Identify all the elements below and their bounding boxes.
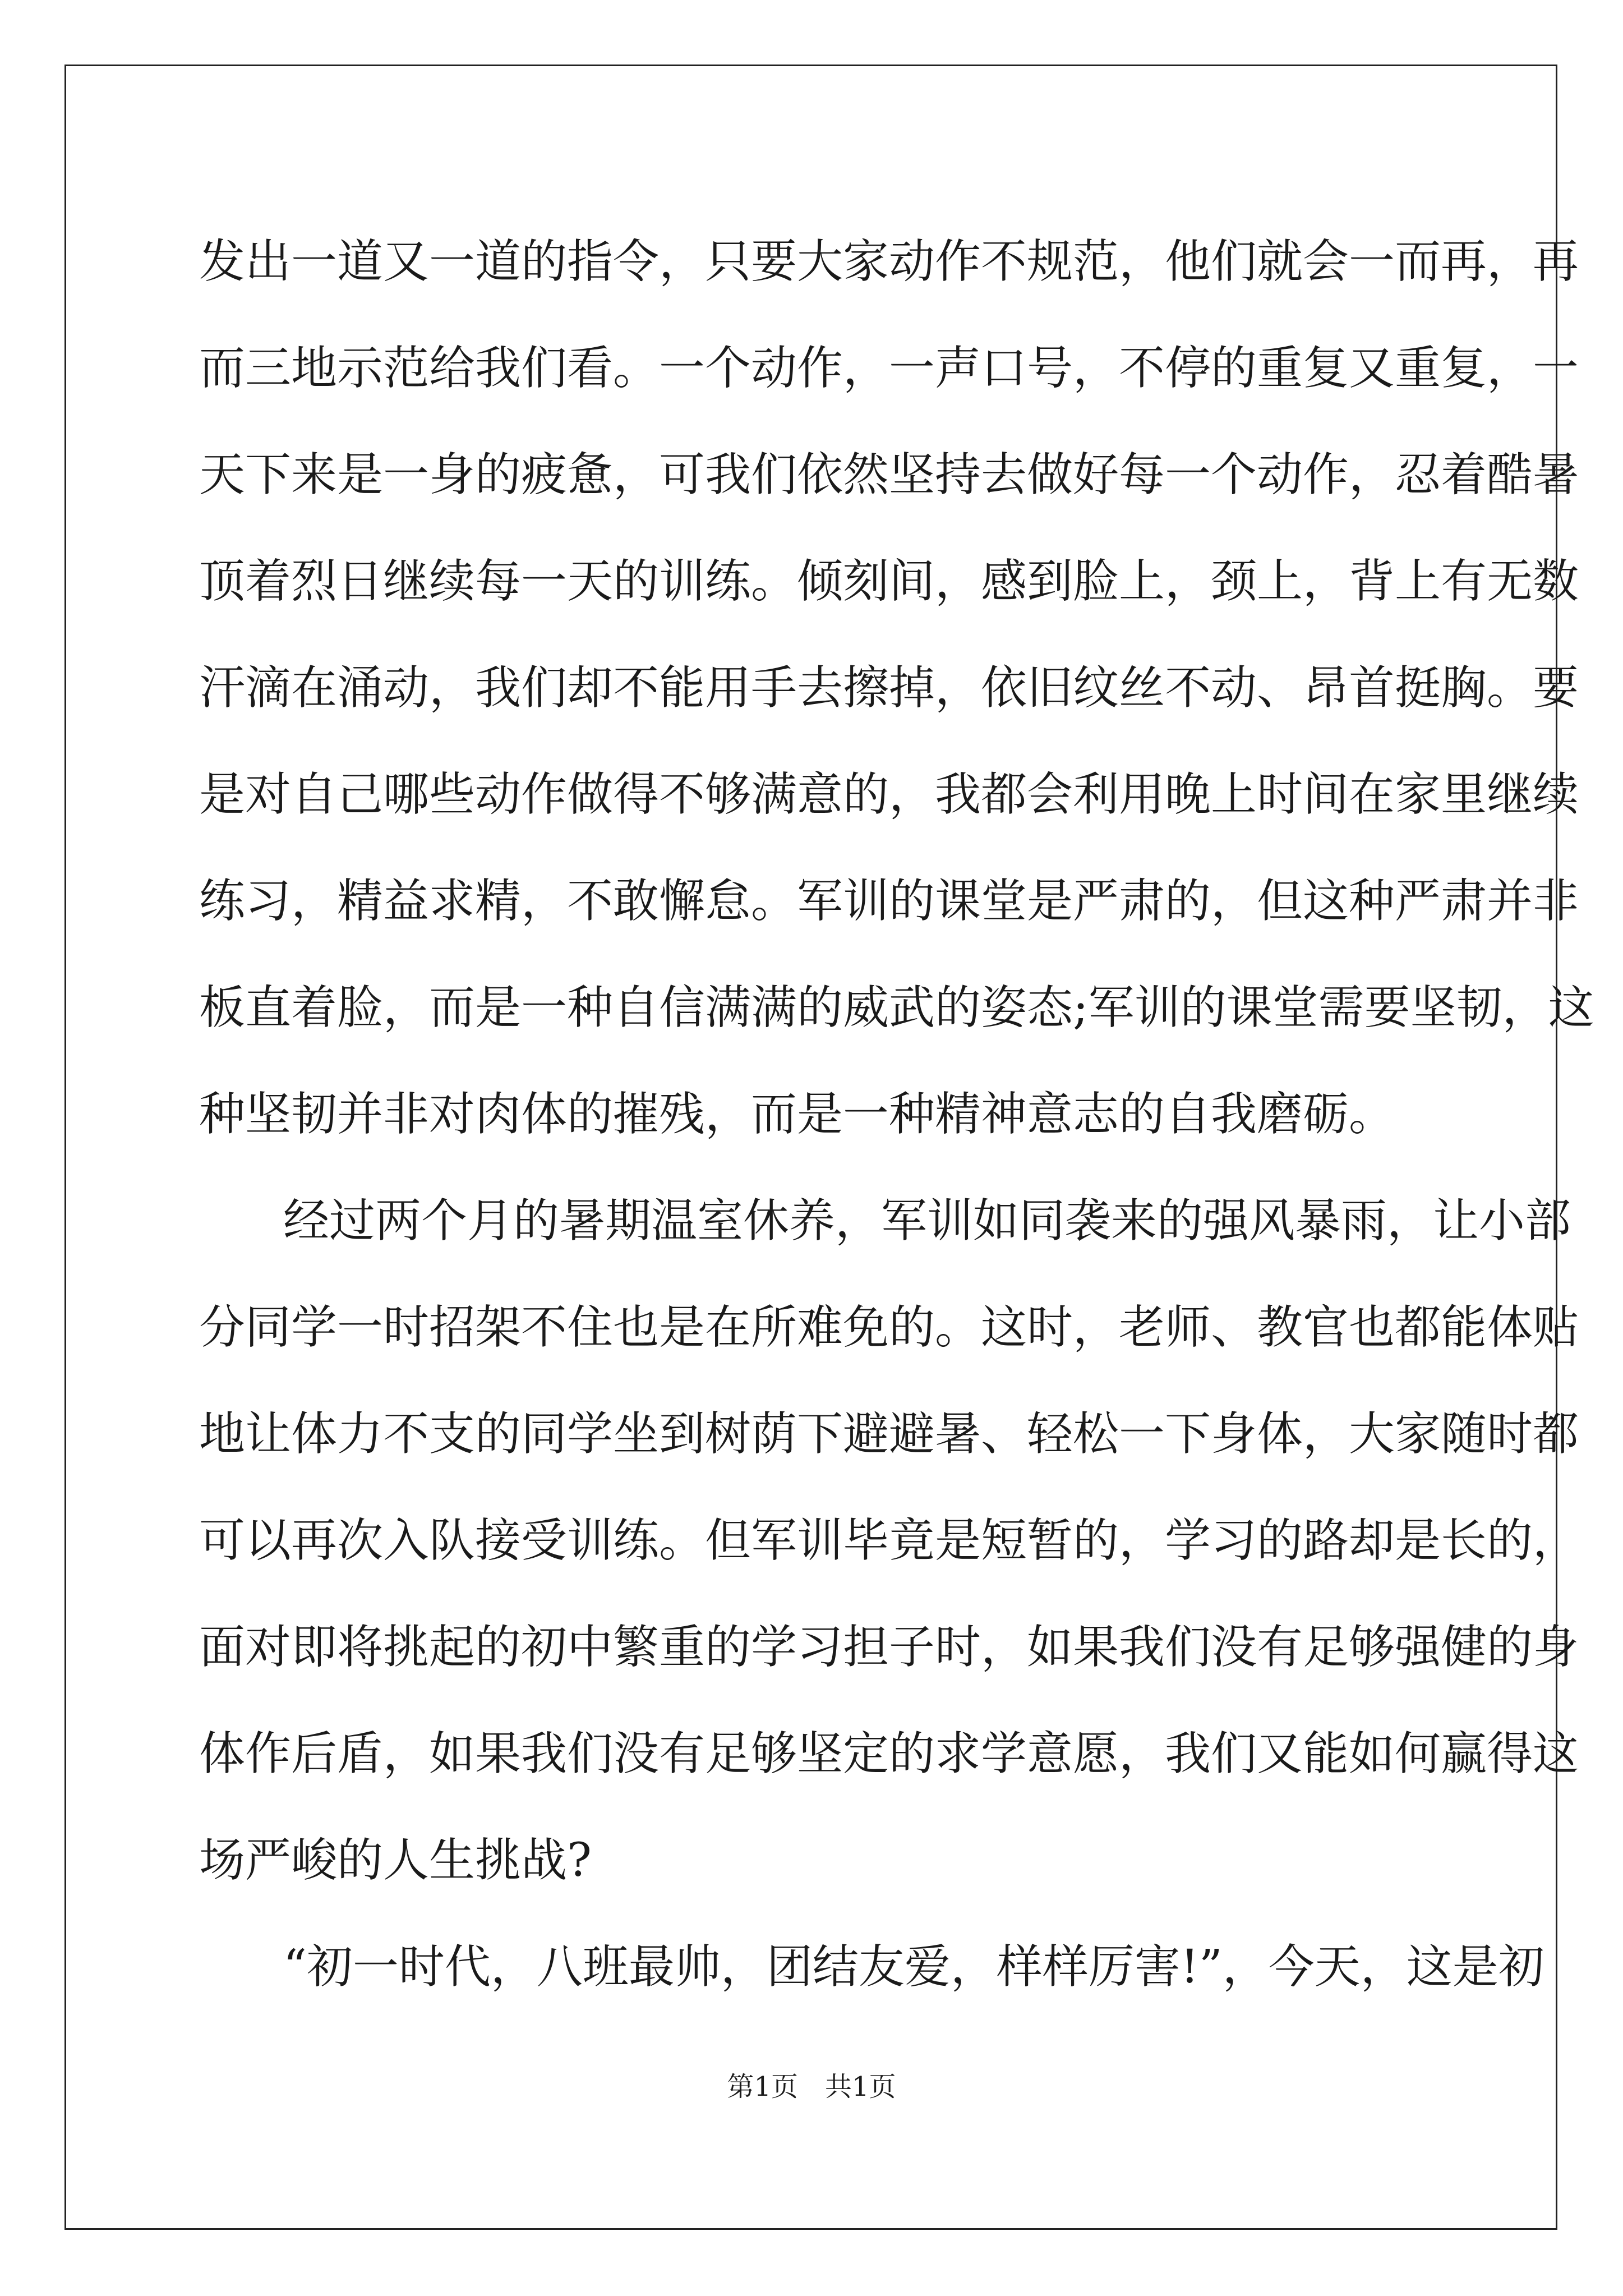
page-footer (0, 2070, 1623, 2104)
text-line: 分同学一时招架不住也是在所难免的。这时，老师、教官也都能体贴 (199, 1301, 1579, 1354)
document-body (199, 209, 1594, 2021)
text-line: 体作后盾，如果我们没有足够坚定的求学意愿，我们又能如何赢得这 (199, 1727, 1579, 1780)
text-line: 而三地示范给我们看。一个动作，一声口号，不停的重复又重复，一 (199, 342, 1579, 395)
text-line: 地让体力不支的同学坐到树荫下避避暑、轻松一下身体，大家随时都 (199, 1407, 1579, 1461)
text-line: 经过两个月的暑期温室休养，军训如同袭来的强风暴雨，让小部 (283, 1194, 1571, 1248)
page-number: 第1页 (727, 2071, 798, 2102)
page-total: 共1页 (825, 2071, 896, 2102)
text-line: 发出一道又一道的指令，只要大家动作不规范，他们就会一而再，再 (199, 235, 1579, 288)
text-line: 天下来是一身的疲惫，可我们依然坚持去做好每一个动作，忍着酷暑 (199, 448, 1579, 501)
text-line: 面对即将挑起的初中繁重的学习担子时，如果我们没有足够强健的身 (199, 1621, 1579, 1674)
text-line: 顶着烈日继续每一天的训练。倾刻间，感到脸上，颈上，背上有无数 (199, 555, 1579, 608)
text-line: 是对自己哪些动作做得不够满意的，我都会利用晚上时间在家里继续 (199, 768, 1579, 821)
text-line: 场严峻的人生挑战? (199, 1834, 592, 1887)
text-line: 汗滴在涌动，我们却不能用手去擦掉，依旧纹丝不动、昂首挺胸。要 (199, 661, 1579, 715)
text-line: 种坚韧并非对肉体的摧残，而是一种精神意志的自我磨砺。 (199, 1088, 1395, 1141)
text-line: 板直着脸，而是一种自信满满的威武的姿态;军训的课堂需要坚韧，这 (199, 981, 1594, 1034)
text-line: “初一时代，八班最帅，团结友爱，样样厉害!”，今天，这是初 (283, 1940, 1544, 1994)
text-line: 练习，精益求精，不敢懈怠。军训的课堂是严肃的，但这种严肃并非 (199, 875, 1579, 928)
text-line: 可以再次入队接受训练。但军训毕竟是短暂的，学习的路却是长的， (199, 1514, 1579, 1567)
